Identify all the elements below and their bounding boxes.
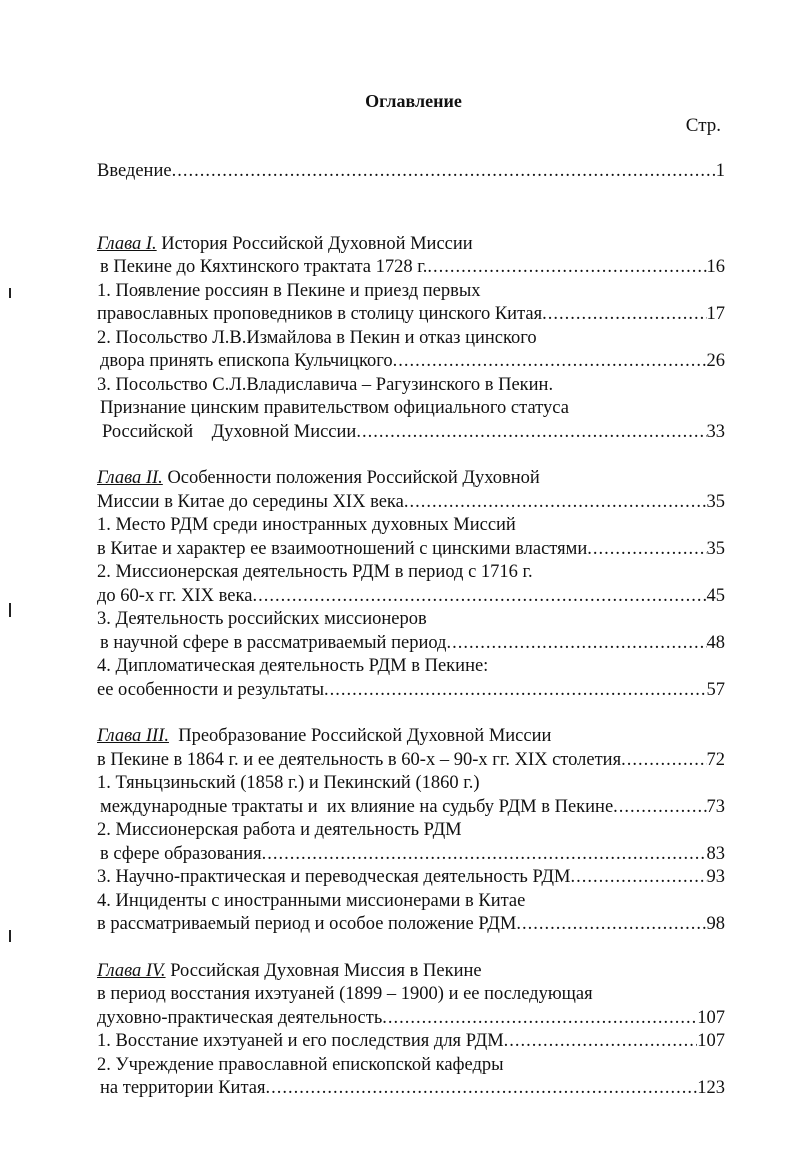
toc-page-number: 35 bbox=[706, 538, 725, 559]
toc-page-number: 1 bbox=[715, 161, 725, 181]
chapter-block bbox=[97, 725, 725, 937]
section-line: 1. Место РДМ среди иностранных духовных Миссий bbox=[97, 515, 516, 535]
toc-page-number: 107 bbox=[697, 1031, 725, 1051]
leader-dots bbox=[262, 843, 707, 867]
section-title: православных проповедников в столицу цинского Китая bbox=[97, 304, 543, 324]
chapter-label: Глава IV. bbox=[97, 960, 166, 981]
section-line: 2. Учреждение православной епископской кафедры bbox=[97, 1054, 504, 1075]
chapter-title: духовно-практическая деятельность bbox=[97, 1007, 383, 1028]
section-line-end[interactable] bbox=[97, 632, 725, 656]
section-line-end[interactable] bbox=[97, 1030, 725, 1054]
chapter-block bbox=[97, 960, 725, 1101]
section-line: 4. Дипломатическая деятельность РДМ в Пекине: bbox=[97, 656, 489, 676]
toc-entry-intro[interactable] bbox=[97, 160, 725, 184]
leader-dots bbox=[504, 1030, 698, 1054]
chapter-title: История Российской Духовной Миссии bbox=[156, 233, 473, 254]
leader-dots bbox=[446, 632, 706, 656]
chapter-label: Глава II. bbox=[97, 468, 163, 488]
toc-page-number: 26 bbox=[706, 351, 725, 371]
section-line-end[interactable] bbox=[97, 796, 725, 820]
chapter-heading-end[interactable] bbox=[97, 491, 725, 515]
section-line: 3. Деятельность российских миссионеров bbox=[97, 609, 427, 629]
section-line-end[interactable] bbox=[97, 421, 725, 445]
leader-dots bbox=[516, 913, 706, 937]
section-line-end[interactable] bbox=[97, 303, 725, 327]
chapter-heading[interactable] bbox=[97, 467, 725, 491]
section-line: Признание цинским правительством официального статуса bbox=[100, 398, 569, 418]
section-title: 1. Восстание ихэтуаней и его последствия для РДМ bbox=[97, 1031, 504, 1051]
section-line: 2. Миссионерская деятельность РДМ в период с 1716 г. bbox=[97, 562, 533, 582]
chapter-title: Особенности положения Российской Духовной bbox=[162, 468, 540, 488]
chapter-block bbox=[97, 233, 725, 445]
leader-dots bbox=[587, 538, 706, 562]
chapter-heading-end[interactable] bbox=[97, 1007, 725, 1031]
leader-dots bbox=[621, 749, 706, 773]
toc-page-number: 48 bbox=[706, 632, 725, 653]
section-title: в научной сфере в рассматриваемый период bbox=[100, 632, 447, 653]
leader-dots bbox=[570, 866, 706, 890]
leader-dots bbox=[382, 1007, 697, 1031]
section-title: 3. Научно-практическая и переводческая деятельность РДМ bbox=[97, 867, 571, 887]
chapter-label: Глава III. bbox=[97, 726, 169, 746]
chapter-title: Преобразование Российской Духовной Миссии bbox=[168, 726, 552, 746]
page-column-label: Стр. bbox=[685, 115, 721, 136]
leader-dots bbox=[172, 160, 716, 184]
leader-dots bbox=[404, 491, 707, 515]
toc-page-number: 57 bbox=[706, 679, 725, 700]
chapter-heading[interactable] bbox=[97, 725, 725, 749]
toc-page-number: 17 bbox=[706, 304, 725, 324]
section-line-end[interactable] bbox=[97, 538, 725, 562]
section-title: в Китае и характер ее взаимоотношений с цинскими властями bbox=[97, 538, 588, 559]
margin-mark bbox=[9, 288, 11, 298]
section-title: в рассматриваемый период и особое положение РДМ bbox=[97, 914, 517, 934]
chapter-title: в Пекине до Кяхтинского трактата 1728 г. bbox=[100, 257, 428, 277]
chapter-heading[interactable] bbox=[97, 233, 725, 257]
toc-page-number: 33 bbox=[706, 421, 725, 442]
section-line: 1. Появление россиян в Пекине и приезд первых bbox=[97, 280, 481, 301]
section-line-end[interactable] bbox=[97, 585, 725, 609]
chapter-label: Глава I. bbox=[97, 233, 157, 254]
chapter-heading[interactable] bbox=[97, 960, 725, 984]
toc-page-number: 98 bbox=[706, 914, 725, 934]
leader-dots bbox=[265, 1077, 697, 1101]
chapter-heading-end[interactable] bbox=[97, 749, 725, 773]
chapter-block bbox=[97, 467, 725, 702]
section-title: Российской Духовной Миссии bbox=[102, 421, 357, 442]
section-line-end[interactable] bbox=[97, 350, 725, 374]
chapter-heading-line bbox=[97, 983, 725, 1007]
leader-dots bbox=[252, 585, 706, 609]
toc-page-number: 72 bbox=[706, 749, 725, 770]
section-title: международные трактаты и их влияние на судьбу РДМ в Пекине bbox=[100, 796, 614, 817]
chapter-title: в период восстания ихэтуаней (1899 – 1900) и ее последующая bbox=[97, 984, 593, 1004]
toc-page-number: 73 bbox=[706, 796, 725, 817]
section-line-end[interactable] bbox=[97, 913, 725, 937]
toc-entry-text: Введение bbox=[97, 161, 172, 181]
section-title: двора принять епископа Кульчицкого bbox=[100, 351, 393, 371]
chapter-heading-end[interactable] bbox=[97, 256, 725, 280]
toc-page-number: 45 bbox=[706, 585, 725, 606]
toc-page-number: 83 bbox=[706, 843, 725, 864]
section-line-end[interactable] bbox=[97, 843, 725, 867]
section-line-end[interactable] bbox=[97, 1077, 725, 1101]
leader-dots bbox=[324, 679, 706, 703]
section-line-end[interactable] bbox=[97, 679, 725, 703]
toc-page-number: 123 bbox=[697, 1078, 725, 1098]
chapter-title: в Пекине в 1864 г. и ее деятельность в 60-х – 90-х гг. XIX столетия bbox=[97, 749, 622, 770]
toc-page-number: 93 bbox=[706, 867, 725, 887]
section-title: на территории Китая bbox=[100, 1078, 266, 1098]
section-line: 4. Инциденты с иностранными миссионерами в Китае bbox=[97, 890, 526, 911]
section-line: 2. Миссионерская работа и деятельность РДМ bbox=[97, 820, 462, 840]
chapter-title: Российская Духовная Миссия в Пекине bbox=[165, 960, 482, 981]
section-line-end[interactable] bbox=[97, 866, 725, 890]
section-title: до 60-х гг. XIX века bbox=[97, 585, 253, 606]
table-of-contents bbox=[97, 160, 725, 1101]
leader-dots bbox=[613, 796, 706, 820]
section-line: 3. Посольство С.Л.Владиславича – Рагузинского в Пекин. bbox=[97, 374, 554, 395]
toc-page-number: 16 bbox=[706, 257, 725, 277]
leader-dots bbox=[356, 421, 706, 445]
margin-mark bbox=[9, 930, 11, 942]
leader-dots bbox=[542, 303, 706, 327]
section-title: в сфере образования bbox=[100, 843, 262, 864]
chapter-title: Миссии в Китае до середины XIX века bbox=[97, 491, 404, 512]
leader-dots bbox=[393, 350, 707, 374]
page-title: Оглавление bbox=[365, 91, 462, 111]
section-line: 1. Тяньцзиньский (1858 г.) и Пекинский (1860 г.) bbox=[97, 773, 480, 793]
toc-page-number: 35 bbox=[706, 491, 725, 512]
section-title: ее особенности и результаты bbox=[97, 679, 325, 700]
section-line: 2. Посольство Л.В.Измайлова в Пекин и отказ цинского bbox=[97, 327, 537, 348]
margin-mark bbox=[9, 603, 11, 617]
toc-page-number: 107 bbox=[697, 1007, 725, 1028]
leader-dots bbox=[427, 256, 706, 280]
